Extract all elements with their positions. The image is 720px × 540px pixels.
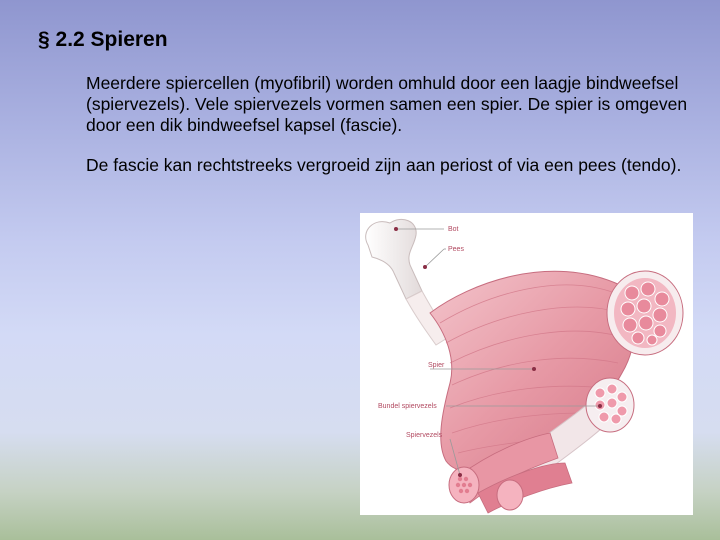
label-muscle: Spier: [428, 362, 445, 369]
bundle-marker: [598, 404, 602, 408]
label-bone: Bot: [448, 226, 459, 233]
label-tendon: Pees: [448, 246, 464, 253]
bone-marker: [394, 227, 398, 231]
label-bundle: Bundel spiervezels: [378, 403, 437, 410]
muscle-anatomy-illustration: [360, 213, 693, 515]
label-fibers: Spiervezels: [406, 432, 443, 439]
paragraph-muscle-structure: Meerdere spiercellen (myofibril) worden omhuld door een laagje bindweefsel (spiervezels). Vele spiervezels vormen samen een spier. De spier is omgeven door een dik bindweefsel kapsel (fascie).: [86, 73, 688, 135]
bone-shape: [366, 219, 422, 299]
tendon-marker: [423, 265, 427, 269]
body-text: [86, 73, 706, 195]
fibers-marker: [458, 473, 462, 477]
muscle-marker: [532, 367, 536, 371]
muscle-anatomy-svg: [360, 213, 693, 515]
slide-title: § 2.2 Spieren: [38, 28, 168, 51]
muscle-cross-section: [607, 271, 683, 355]
paragraph-fascia: De fascie kan rechtstreeks vergroeid zijn aan periost of via een pees (tendo).: [86, 155, 682, 175]
